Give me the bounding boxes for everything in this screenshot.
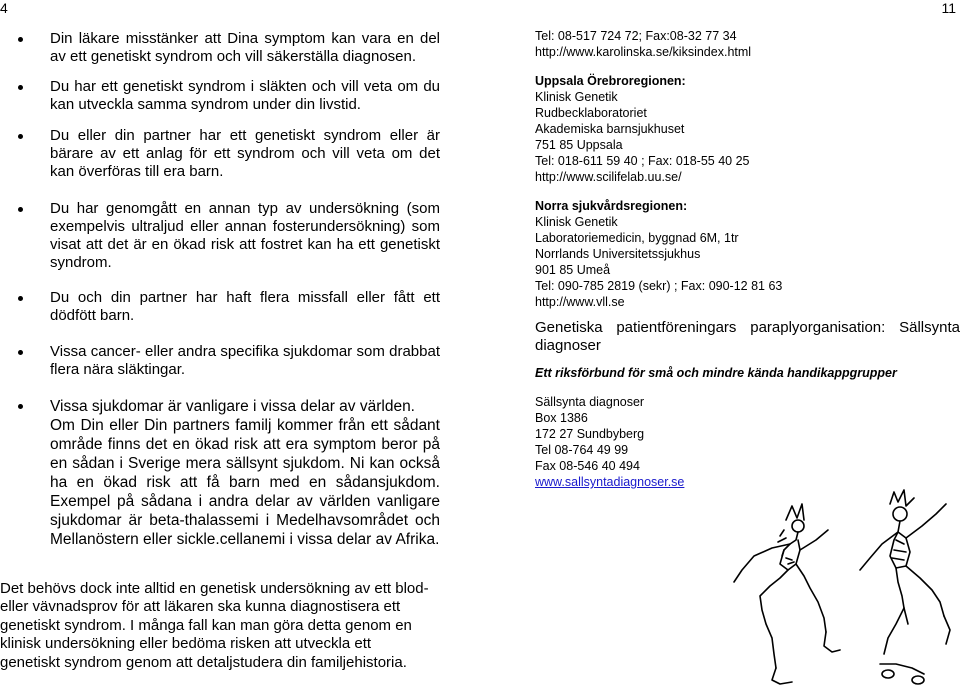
bullet-dot-icon: [18, 404, 23, 409]
uppsala-line: Akademiska barnsjukhuset: [535, 122, 685, 136]
uppsala-line: 751 85 Uppsala: [535, 138, 623, 152]
organization-line: Fax 08-546 40 494: [535, 459, 640, 473]
organization-line: 172 27 Sundbyberg: [535, 427, 645, 441]
right-figure-drawing: [860, 490, 950, 684]
bullet-text: Du har genomgått en annan typ av undersökning (som exempelvis ultraljud eller annan fosterundersökning) som visat att det är en ökad risk att fostret kan ha ett genetiskt syndrom.: [50, 200, 440, 271]
bullet-item: [0, 200, 440, 272]
karolinska-url[interactable]: http://www.karolinska.se/kiksindex.html: [535, 45, 752, 59]
organization-website-link[interactable]: www.sallsyntadiagnoser.se: [535, 475, 685, 489]
bullet-item: [0, 289, 440, 325]
contact-column: [535, 28, 960, 490]
bullet-item: [0, 127, 440, 181]
organization-line: Sällsynta diagnoser: [535, 395, 645, 409]
norra-line: Klinisk Genetik: [535, 215, 618, 229]
bullet-item: [0, 30, 440, 66]
bullet-text: Du har ett genetiskt syndrom i släkten och vill veta om du kan utveckla samma syndrom under din livstid.: [50, 78, 440, 113]
uppsala-line: Klinisk Genetik: [535, 90, 618, 104]
page-number-left: 4: [0, 0, 8, 16]
bullet-item: [0, 397, 440, 549]
bullet-dot-icon: [18, 207, 23, 212]
norra-line: Norrlands Universitetssjukhus: [535, 247, 701, 261]
bullet-item: [0, 343, 440, 379]
norra-line: Laboratoriemedicin, byggnad 6M, 1tr: [535, 231, 739, 245]
stick-figures-illustration: [700, 478, 960, 694]
bullet-dot-icon: [18, 37, 23, 42]
bullet-text: Vissa cancer- eller andra specifika sjukdomar som drabbat flera nära släktingar.: [50, 343, 440, 378]
uppsala-line: Rudbecklaboratoriet: [535, 106, 647, 120]
norra-line: Tel: 090-785 2819 (sekr) ; Fax: 090-12 81 63: [535, 279, 783, 293]
bullet-dot-icon: [18, 296, 23, 301]
bullet-detail-text: Om Din eller Din partners familj kommer från ett sådant område finns det en ökad risk att era symptom beror på en sådan i Sverige mera sällsynt sjukdom. Ni kan också ha en ökad risk att få barn med en sådansjukdom. Exempel på sådana i andra delar av världen vanligare sjukdomar är beta-thalassemi i Medelhavsområdet och Mellanöstern eller sickle.cellanemi i vissa delar av Afrika.: [50, 417, 440, 548]
norra-title: Norra sjukvårdsregionen:: [535, 199, 688, 213]
uppsala-url[interactable]: http://www.scilifelab.uu.se/: [535, 170, 682, 184]
organization-tagline: Ett riksförbund för små och mindre kända handikappgrupper: [535, 366, 897, 380]
uppsala-line: Tel: 018-611 59 40 ; Fax: 018-55 40 25: [535, 154, 750, 168]
organization-line: Tel 08-764 49 99: [535, 443, 629, 457]
closing-paragraph: Det behövs dock inte alltid en genetisk undersökning av ett blod- eller vävnadsprov för att läkaren ska kunna diagnostisera ett genetiskt syndrom. I många fall kan man göra detta genom en klinisk undersökning eller bedöma risken att utveckla ett genetiskt syndrom genom att detaljstudera din familjehistoria.: [0, 580, 429, 671]
indication-bullet-list: [0, 30, 440, 549]
karolinska-block: [535, 28, 960, 60]
bullet-dot-icon: [18, 85, 23, 90]
norra-url[interactable]: http://www.vll.se: [535, 295, 625, 309]
uppsala-title: Uppsala Örebroregionen:: [535, 74, 686, 88]
norra-block: [535, 198, 960, 310]
bullet-item: [0, 78, 440, 114]
uppsala-block: [535, 73, 960, 185]
bullet-dot-icon: [18, 350, 23, 355]
bullet-text: Vissa sjukdomar är vanligare i vissa delar av världen.: [50, 398, 415, 415]
karolinska-phone: Tel: 08-517 724 72; Fax:08-32 77 34: [535, 29, 737, 43]
organization-heading: Genetiska patientföreningars paraplyorganisation: Sällsynta diagnoser: [535, 319, 960, 354]
left-figure-drawing: [734, 504, 840, 684]
organization-address: [535, 394, 960, 490]
organization-line: Box 1386: [535, 411, 588, 425]
bullet-text: Du och din partner har haft flera missfall eller fått ett dödfött barn.: [50, 289, 440, 324]
bullet-text: Din läkare misstänker att Dina symptom kan vara en del av ett genetiskt syndrom och vill säkerställa diagnosen.: [50, 30, 440, 65]
bullet-dot-icon: [18, 134, 23, 139]
bullet-text: Du eller din partner har ett genetiskt syndrom eller är bärare av ett anlag för ett syndrom och vill veta om det kan överföras till era barn.: [50, 127, 440, 180]
norra-line: 901 85 Umeå: [535, 263, 611, 277]
page-number-right: 11: [941, 0, 956, 16]
